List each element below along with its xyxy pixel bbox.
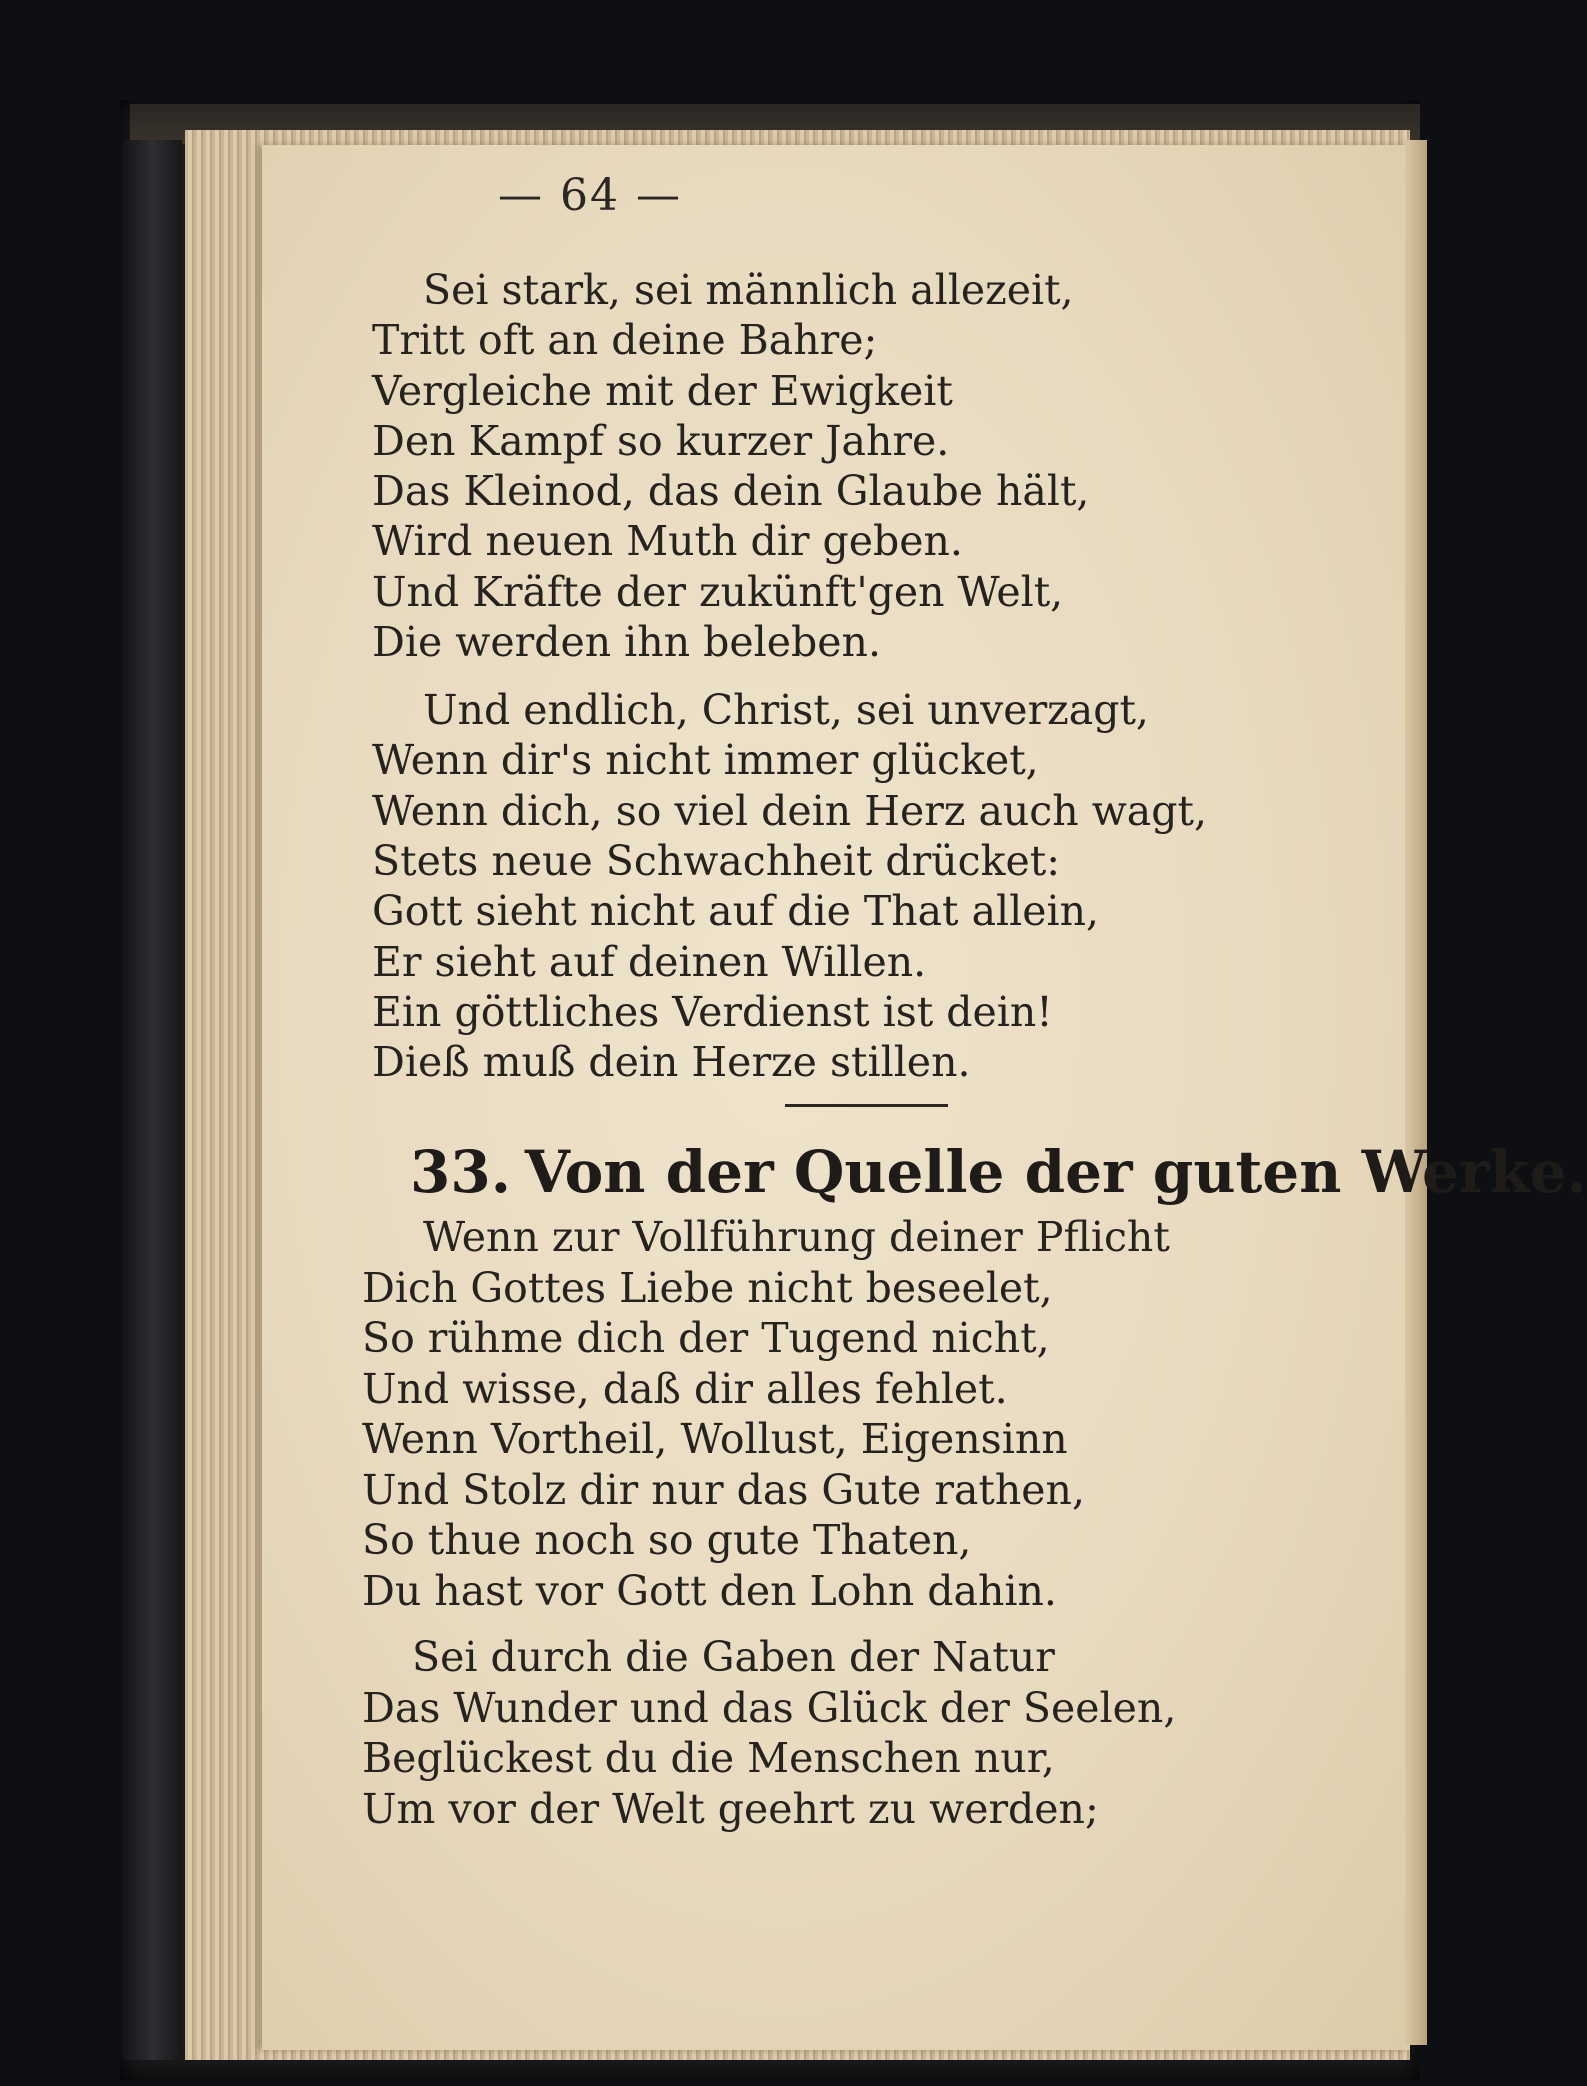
poem-line: Sei stark, sei männlich allezeit,	[423, 266, 1074, 314]
poem-line: Du hast vor Gott den Lohn dahin.	[362, 1567, 1057, 1615]
poem-line: Er sieht auf deinen Willen.	[372, 938, 927, 986]
poem-line: Sei durch die Gaben der Natur	[412, 1633, 1055, 1681]
poem-line: Ein göttliches Verdienst ist dein!	[372, 988, 1053, 1036]
poem-line: So rühme dich der Tugend nicht,	[362, 1314, 1050, 1362]
poem-line: Die werden ihn beleben.	[372, 618, 881, 666]
section-divider	[785, 1104, 948, 1107]
poem-line: Wenn dir's nicht immer glücket,	[372, 736, 1039, 784]
poem-line: Und wisse, daß dir alles fehlet.	[362, 1365, 1008, 1413]
section-title: Von der Quelle der guten Werke.	[524, 1138, 1587, 1206]
poem-line: Das Wunder und das Glück der Seelen,	[362, 1684, 1177, 1732]
poem-line: Wird neuen Muth dir geben.	[372, 517, 963, 565]
poem-line: Stets neue Schwachheit drücket:	[372, 837, 1061, 885]
poem-line: Dich Gottes Liebe nicht beseelet,	[362, 1264, 1053, 1312]
poem-line: Tritt oft an deine Bahre;	[372, 316, 878, 364]
section-heading	[410, 1138, 1587, 1206]
poem-line: Und Kräfte der zukünft'gen Welt,	[372, 568, 1064, 616]
poem-line: Wenn dich, so viel dein Herz auch wagt,	[372, 787, 1207, 835]
page-number: — 64 —	[498, 170, 682, 221]
book-spine	[122, 140, 182, 2060]
poem-line: Wenn zur Vollführung deiner Pflicht	[423, 1213, 1170, 1261]
poem-line: Gott sieht nicht auf die That allein,	[372, 887, 1100, 935]
poem-line: Vergleiche mit der Ewigkeit	[372, 367, 953, 415]
poem-line: Und endlich, Christ, sei unverzagt,	[423, 686, 1149, 734]
poem-line: Das Kleinod, das dein Glaube hält,	[372, 467, 1090, 515]
poem-line: Dieß muß dein Herze stillen.	[372, 1038, 971, 1086]
poem-line: Wenn Vortheil, Wollust, Eigensinn	[362, 1415, 1068, 1463]
poem-line: So thue noch so gute Thaten,	[362, 1516, 972, 1564]
poem-line: Beglückest du die Menschen nur,	[362, 1734, 1055, 1782]
poem-line: Den Kampf so kurzer Jahre.	[372, 417, 950, 465]
poem-line: Und Stolz dir nur das Gute rathen,	[362, 1466, 1085, 1514]
page-right-edge	[1405, 140, 1427, 2045]
poem-line: Um vor der Welt geehrt zu werden;	[362, 1785, 1099, 1833]
section-number: 33.	[410, 1138, 511, 1206]
